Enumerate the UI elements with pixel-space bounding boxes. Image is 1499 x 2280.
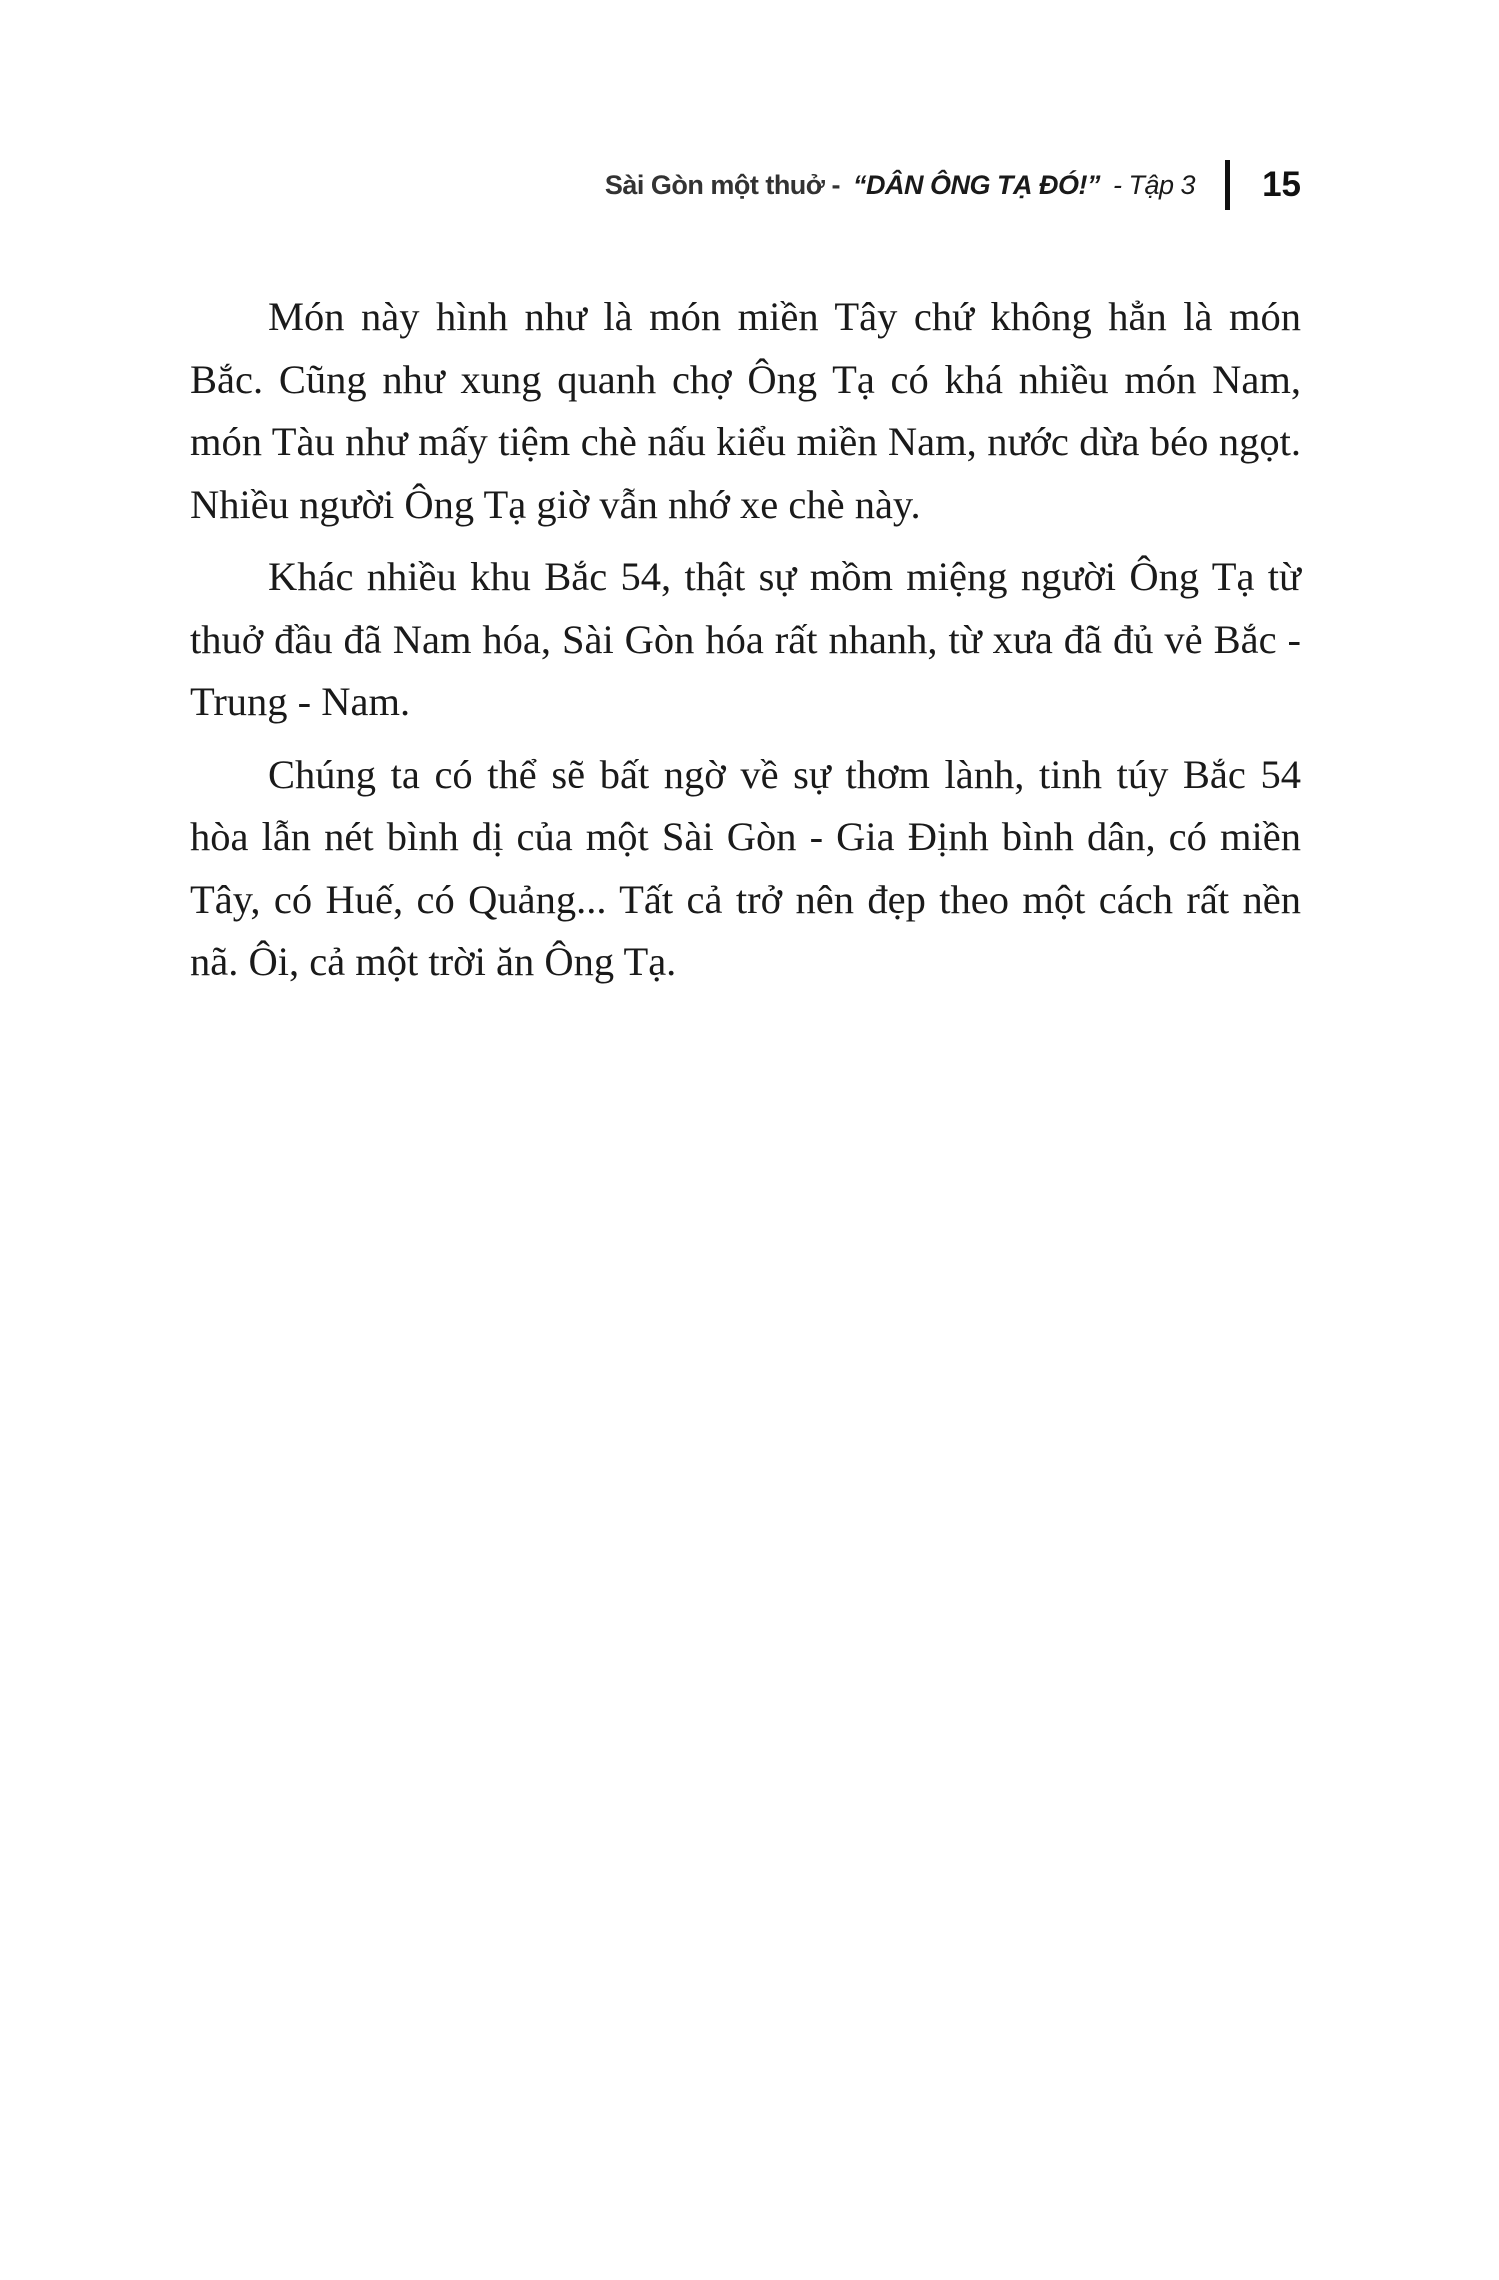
body-text: [190, 286, 1301, 1004]
book-title: “DÂN ÔNG TẠ ĐÓ!”: [853, 169, 1100, 200]
paragraph: Chúng ta có thể sẽ bất ngờ về sự thơm lành, tinh túy Bắc 54 hòa lẫn nét bình dị của một Sài Gòn - Gia Định bình dân, có miền Tây, có Huế, có Quảng... Tất cả trở nên đẹp theo một cách rất nền nã. Ôi, cả một trời ăn Ông Tạ.: [190, 751, 1301, 984]
header-text: [605, 170, 1195, 201]
book-series-label: Sài Gòn một thuở -: [604, 169, 840, 200]
paragraph: Khác nhiều khu Bắc 54, thật sự mồm miệng người Ông Tạ từ thuở đầu đã Nam hóa, Sài Gòn hóa rất nhanh, từ xưa đã đủ vẻ Bắc - Trung - Nam.: [190, 554, 1301, 724]
paragraph: Món này hình như là món miền Tây chứ không hẳn là món Bắc. Cũng như xung quanh chợ Ông Tạ có khá nhiều món Nam, món Tàu như mấy tiệm chè nấu kiểu miền Nam, nước dừa béo ngọt. Nhiều người Ông Tạ giờ vẫn nhớ xe chè này.: [190, 294, 1301, 527]
header-divider: [1225, 160, 1230, 210]
running-header: [0, 160, 1301, 210]
volume-label: - Tập 3: [1113, 169, 1196, 200]
page-number: 15: [1262, 165, 1301, 204]
